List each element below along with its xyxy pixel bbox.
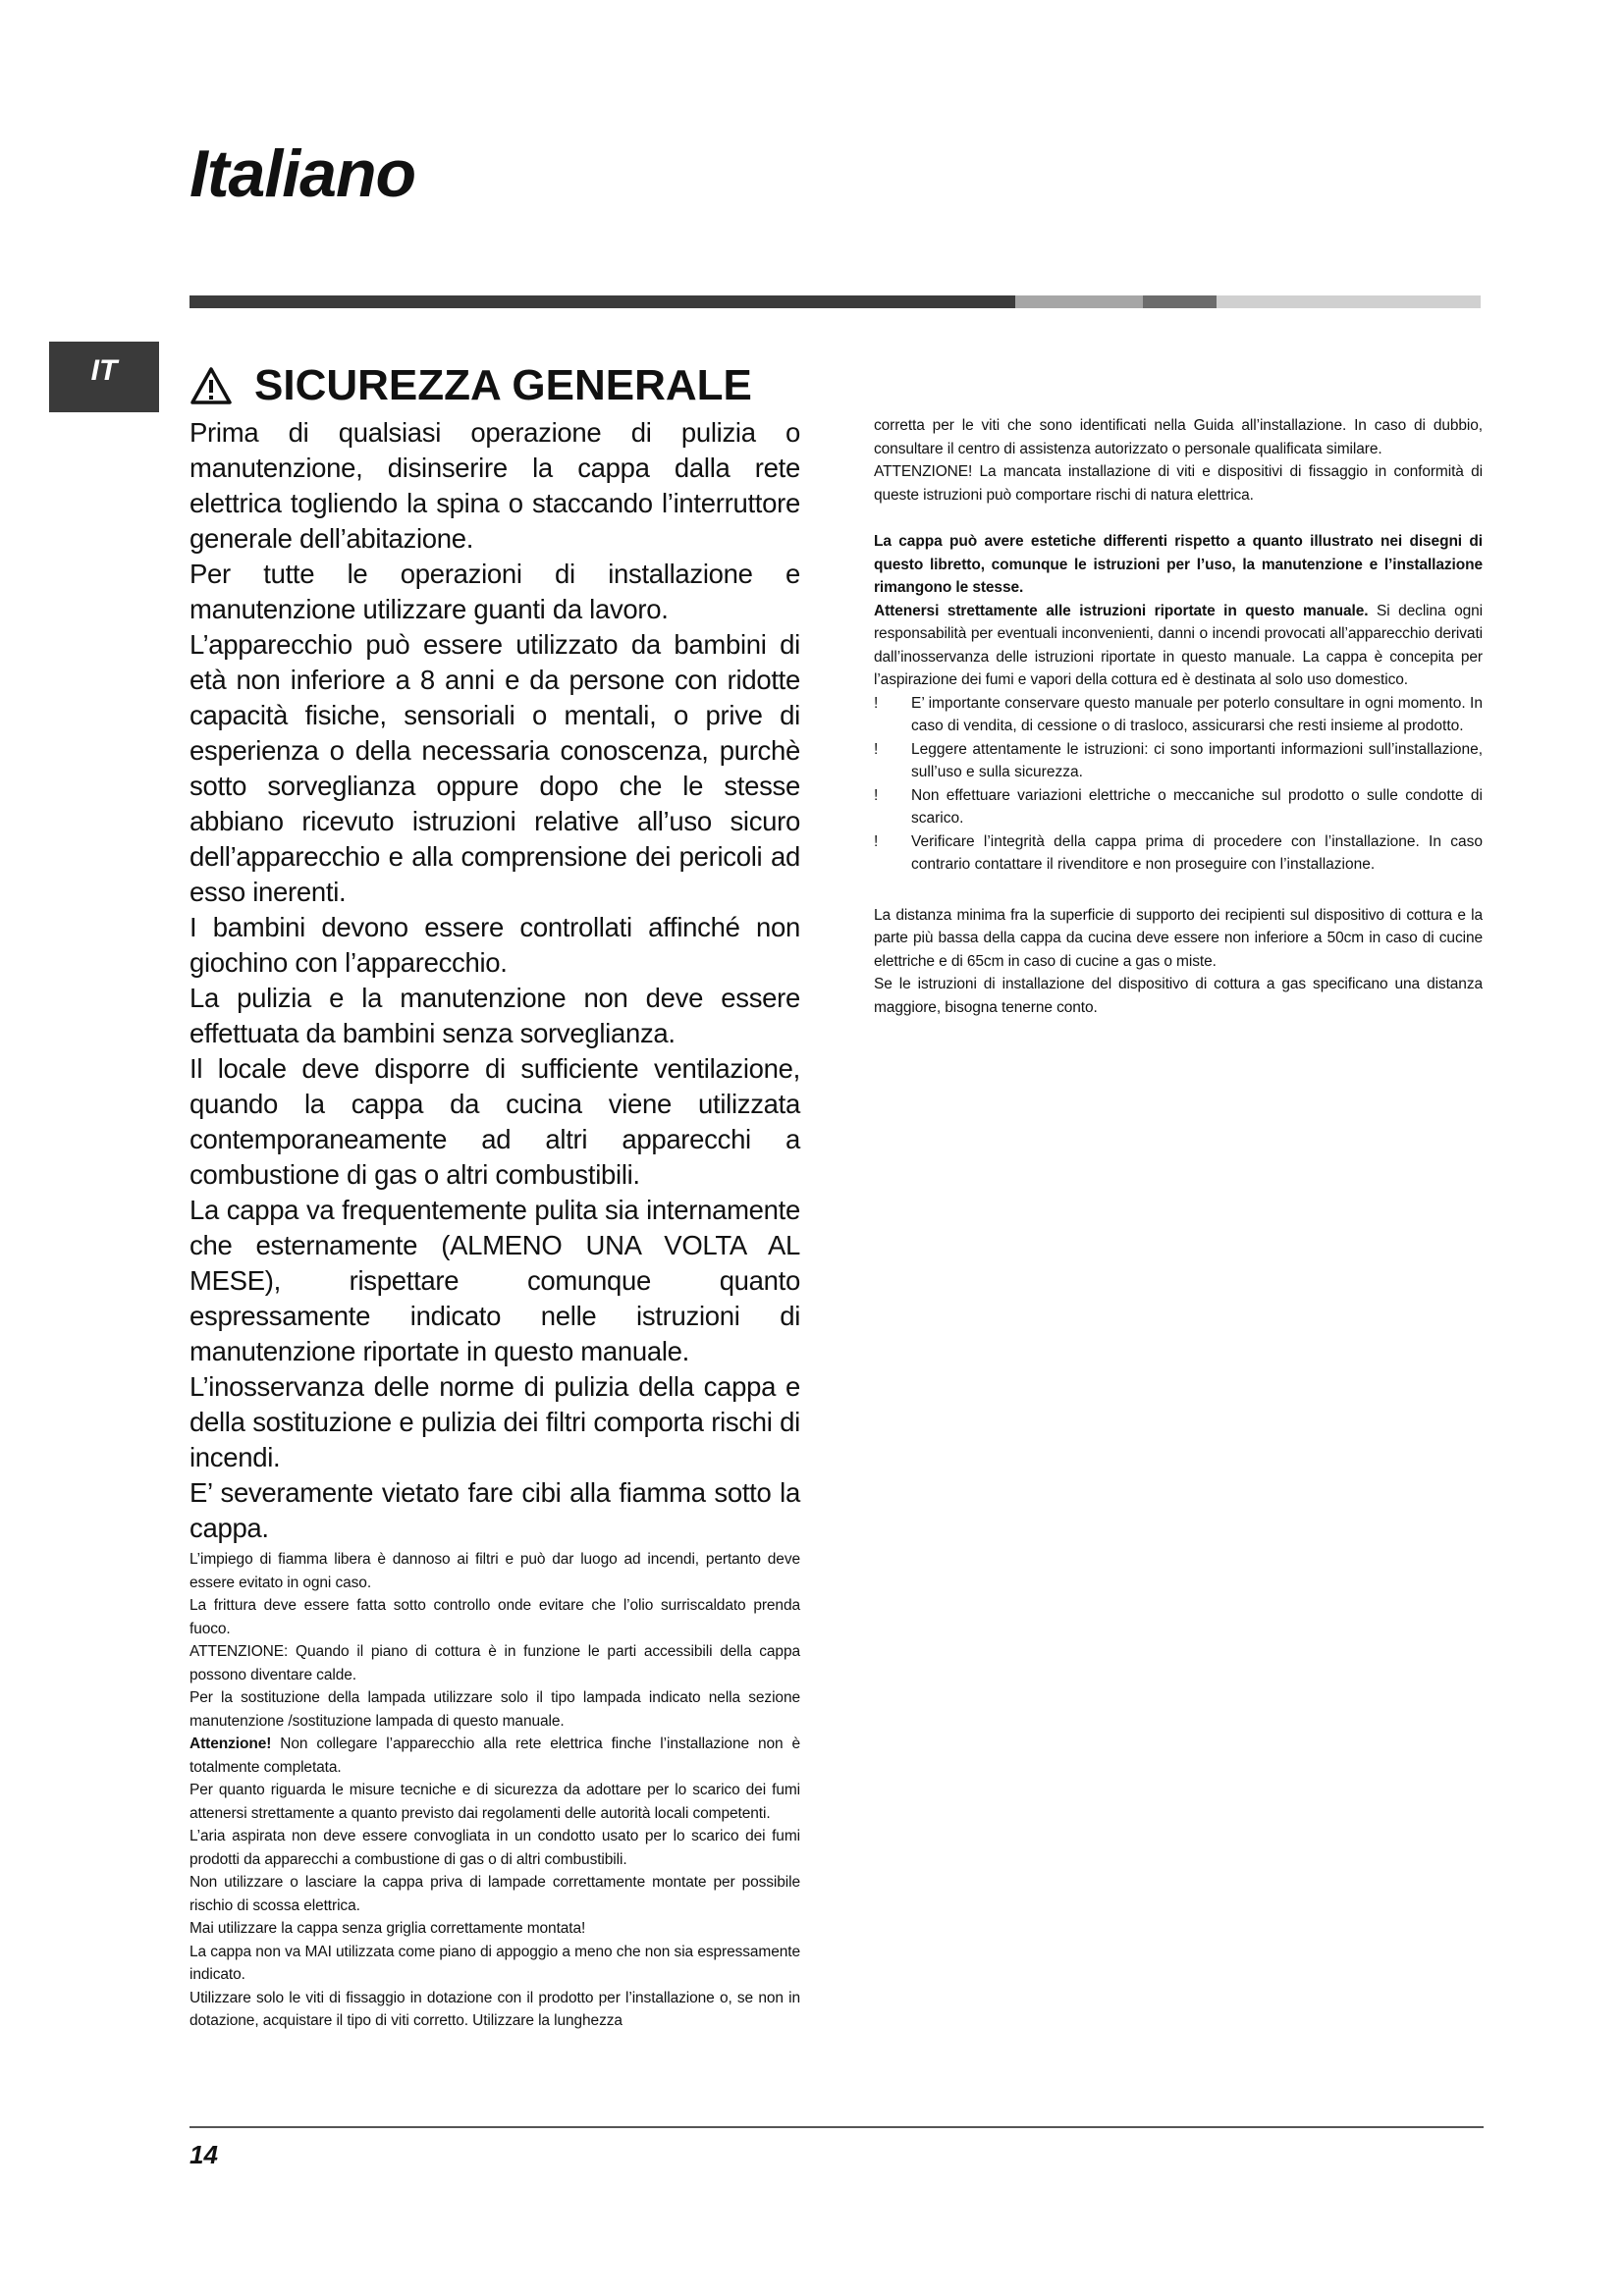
list-item xyxy=(874,784,1483,830)
bullet-mark: ! xyxy=(874,786,879,804)
paragraph: La cappa non va MAI utilizzata come piano di appoggio a meno che non sia espressamente indicato. xyxy=(189,1943,800,1983)
small-paragraphs xyxy=(189,1548,800,2033)
list-item-text: Non effettuare variazioni elettriche o meccaniche sul prodotto o sulle condotte di scarico. xyxy=(911,786,1483,827)
paragraph: L’impiego di fiamma libera è dannoso ai filtri e può dar luogo ad incendi, pertanto deve essere evitato in ogni caso. xyxy=(189,1551,800,1591)
left-column xyxy=(189,415,800,2033)
list-item-text: Leggere attentamente le istruzioni: ci sono importanti informazioni sull’installazione, sull’uso e sulla sicurezza. xyxy=(911,740,1483,780)
bullet-mark: ! xyxy=(874,694,879,712)
warning-triangle-icon xyxy=(189,366,233,405)
attention-paragraph xyxy=(189,1733,800,1779)
paragraph: L’aria aspirata non deve essere convogliata in un condotto usato per lo scarico dei fumi prodotti da apparecchi a combustione di gas o di altri combustibili. xyxy=(189,1828,800,1868)
bullet-mark: ! xyxy=(874,832,879,850)
paragraph: Non utilizzare o lasciare la cappa priva di lampade correttamente montate per possibile rischio di scossa elettrica. xyxy=(189,1874,800,1914)
paragraph: ATTENZIONE: Quando il piano di cottura è in funzione le parti accessibili della cappa possono diventare calde. xyxy=(189,1643,800,1683)
footer-rule xyxy=(189,2126,1484,2128)
bullet-mark: ! xyxy=(874,740,879,758)
list-item-text: E’ importante conservare questo manuale per poterlo consultare in ogni momento. In caso di vendita, di cessione o di trasloco, assicurarsi che resti insieme al prodotto. xyxy=(911,694,1483,734)
bold-note-text: La cappa può avere estetiche differenti rispetto a quanto illustrato nei disegni di questo libretto, comunque le istruzioni per l’uso, la manutenzione e l’installazione rimangono le stesse. xyxy=(874,533,1483,596)
language-tab xyxy=(49,342,159,412)
paragraph: E’ severamente vietato fare cibi alla fiamma sotto la cappa. xyxy=(189,1477,800,1543)
paragraph: Per quanto riguarda le misure tecniche e di sicurezza da adottare per lo scarico dei fumi attenersi strettamente a quanto previsto dai regolamenti delle autorità locali competenti. xyxy=(189,1782,800,1822)
paragraph: Il locale deve disporre di sufficiente ventilazione, quando la cappa da cucina viene utilizzata contemporaneamente ad altri apparecchi a combustione di gas o altri combustibili. xyxy=(189,1053,800,1190)
section-title xyxy=(189,361,752,410)
large-paragraphs xyxy=(189,415,800,1546)
list-item xyxy=(874,830,1483,877)
language-title: Italiano xyxy=(189,136,416,211)
paragraph: L’inosservanza delle norme di pulizia della cappa e della sostituzione e pulizia dei filtri comporta rischi di incendi. xyxy=(189,1371,800,1472)
list-item xyxy=(874,738,1483,784)
follow-instructions-text: Si declina ogni responsabilità per eventuali inconvenienti, danni o incendi provocati all’apparecchio derivati dall’inosservanza delle istruzioni riportate in questo manuale. La cappa è concepita per l’aspirazione dei fumi e vapori della cottura ed è destinata al solo uso domestico. xyxy=(874,602,1484,688)
header-bar-segment-mid xyxy=(1015,295,1143,308)
list-item xyxy=(874,692,1483,738)
paragraph xyxy=(874,600,1483,692)
paragraph: I bambini devono essere controllati affinché non giochino con l’apparecchio. xyxy=(189,912,800,978)
paragraph: ATTENZIONE! La mancata installazione di viti e dispositivi di fissaggio in conformità di queste istruzioni può comportare rischi di natura elettrica. xyxy=(874,463,1483,504)
attention-text: Non collegare l’apparecchio alla rete elettrica finche l’installazione non è totalmente completata. xyxy=(189,1735,800,1776)
paragraph: Per la sostituzione della lampada utilizzare solo il tipo lampada indicato nella sezione manutenzione /sostituzione lampada di questo manuale. xyxy=(189,1689,800,1730)
page-number: 14 xyxy=(189,2140,218,2169)
header-bar-segment-darkgrey xyxy=(1143,295,1217,308)
header-bar-segment-dark xyxy=(189,295,1015,308)
bold-note xyxy=(874,530,1483,600)
follow-instructions-bold: Attenersi strettamente alle istruzioni riportate in questo manuale. xyxy=(874,602,1369,619)
header-bar-segment-light xyxy=(1217,295,1481,308)
language-tab-label: IT xyxy=(90,354,118,387)
paragraph: Se le istruzioni di installazione del dispositivo di cottura a gas specificano una distanza maggiore, bisogna tenerne conto. xyxy=(874,976,1483,1016)
paragraph: Mai utilizzare la cappa senza griglia correttamente montata! xyxy=(189,1920,586,1937)
paragraph: La pulizia e la manutenzione non deve essere effettuata da bambini senza sorveglianza. xyxy=(189,983,800,1048)
paragraph: La distanza minima fra la superficie di supporto dei recipienti sul dispositivo di cottura e la parte più bassa della cappa da cucina deve essere non inferiore a 50cm in caso di cucine elettriche e di 65cm in caso di cucine a gas o miste. xyxy=(874,906,1483,970)
paragraph: Per tutte le operazioni di installazione e manutenzione utilizzare guanti da lavoro. xyxy=(189,559,800,624)
list-item-text: Verificare l’integrità della cappa prima di procedere con l’installazione. In caso contrario contattare il rivenditore e non proseguire con l’installazione. xyxy=(911,832,1483,873)
paragraph: corretta per le viti che sono identificati nella Guida all’installazione. In caso di dubbio, consultare il centro di assistenza autorizzato o personale qualificata similare. xyxy=(874,417,1483,457)
paragraph: La cappa va frequentemente pulita sia internamente che esternamente (ALMENO UNA VOLTA AL MESE), rispettare comunque quanto espressamente indicato nelle istruzioni di manutenzione riportate in questo manuale. xyxy=(189,1195,800,1366)
paragraph: Utilizzare solo le viti di fissaggio in dotazione con il prodotto per l’installazione o, se non in dotazione, acquistare il tipo di viti corretto. Utilizzare la lunghezza xyxy=(189,1989,800,2029)
paragraph: L’apparecchio può essere utilizzato da bambini di età non inferiore a 8 anni e da persone con ridotte capacità fisiche, sensoriali o mentali, o prive di esperienza o della necessaria conoscenza, purchè sotto sorveglianza oppure dopo che le stesse abbiano ricevuto istruzioni relative all’uso sicuro dell’apparecchio e alla comprensione dei pericoli ad esso inerenti. xyxy=(189,629,800,907)
paragraph: La frittura deve essere fatta sotto controllo onde evitare che l’olio surriscaldato prenda fuoco. xyxy=(189,1597,800,1637)
section-title-text: SICUREZZA GENERALE xyxy=(254,361,752,409)
right-column xyxy=(874,414,1483,1019)
attention-label: Attenzione! xyxy=(189,1735,272,1752)
paragraph: Prima di qualsiasi operazione di pulizia o manutenzione, disinserire la cappa dalla rete elettrica togliendo la spina o staccando l’interruttore generale dell’abitazione. xyxy=(189,417,800,554)
